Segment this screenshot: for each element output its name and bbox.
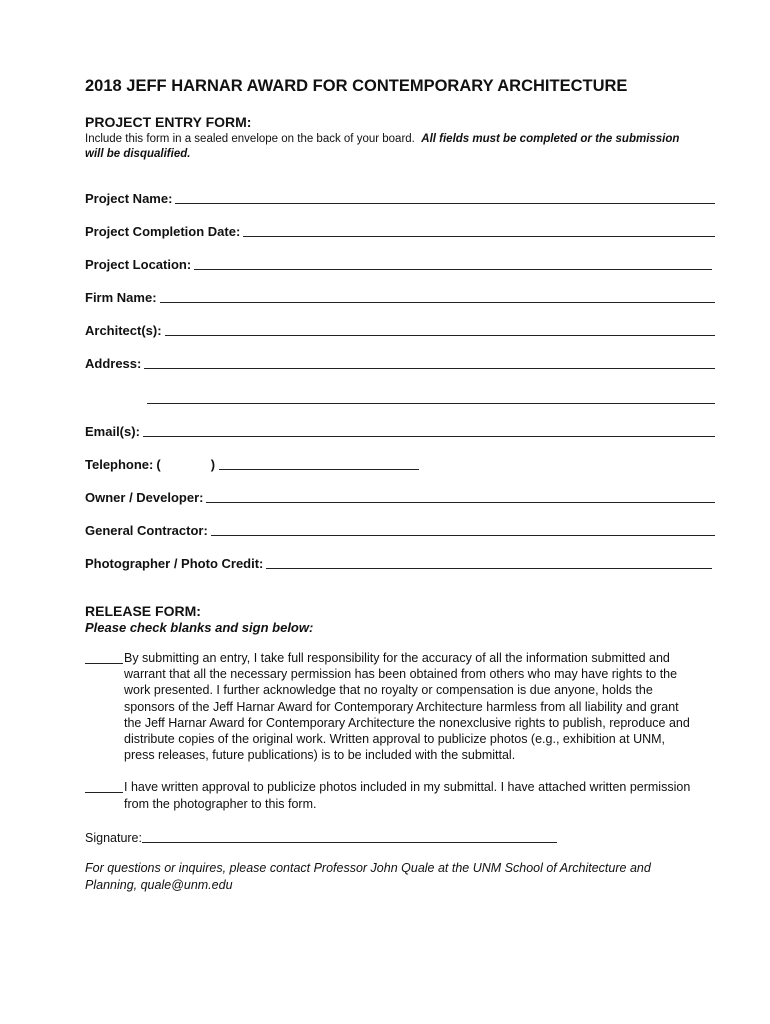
owner-label: Owner / Developer: xyxy=(85,490,204,505)
contractor-row xyxy=(85,521,715,538)
architects-label: Architect(s): xyxy=(85,323,162,338)
document-title: 2018 JEFF HARNAR AWARD FOR CONTEMPORARY ARCHITECTURE xyxy=(85,77,628,95)
photographer-field[interactable] xyxy=(266,554,712,569)
project-name-field[interactable] xyxy=(175,189,715,204)
address-row xyxy=(85,354,715,371)
responsibility-text: By submitting an entry, I take full responsibility for the accuracy of all the information submitted and warrant that all the necessary permission has been obtained from others who may have rights to the work presented. I further acknowledge that no royalty or compensation is due anyone, holds the sponsors of the Jeff Harnar Award for Contemporary Architecture harmless from all liability and grant the Jeff Harnar Award for Contemporary Architecture the nonexclusive rights to publish, reproduce and distribute copies of the original work. Written approval to publicize photos (e.g., exhibition at UNM, press releases, future publications) is to be included with the submittal. xyxy=(124,651,690,763)
project-name-row xyxy=(85,189,715,206)
address-label: Address: xyxy=(85,356,142,371)
telephone-label: Telephone: xyxy=(85,457,154,472)
entry-form-document xyxy=(85,76,715,894)
architects-field[interactable] xyxy=(165,321,715,336)
completion-date-field[interactable] xyxy=(243,222,715,237)
completion-date-row xyxy=(85,222,715,239)
project-name-label: Project Name: xyxy=(85,191,173,206)
entry-fields xyxy=(85,189,715,571)
photo-approval-check-blank[interactable] xyxy=(85,792,123,793)
completion-date-label: Project Completion Date: xyxy=(85,224,241,239)
entry-instructions xyxy=(85,132,685,162)
owner-field[interactable] xyxy=(206,488,715,503)
project-entry-heading: PROJECT ENTRY FORM: xyxy=(85,114,252,130)
release-item-photo-approval xyxy=(85,779,699,811)
responsibility-check-blank[interactable] xyxy=(85,663,123,664)
owner-row xyxy=(85,488,715,505)
signature-label: Signature: xyxy=(85,830,142,845)
telephone-row xyxy=(85,455,715,472)
release-instructions: Please check blanks and sign below: xyxy=(85,620,314,635)
firm-name-label: Firm Name: xyxy=(85,290,157,305)
telephone-open-paren: ( xyxy=(156,457,161,472)
instructions-text: Include this form in a sealed envelope on the back of your board. xyxy=(85,133,415,145)
release-form-heading: RELEASE FORM: xyxy=(85,603,201,619)
location-row xyxy=(85,255,715,272)
signature-field[interactable] xyxy=(142,828,557,843)
telephone-field[interactable] xyxy=(219,455,419,470)
telephone-close-paren: ) xyxy=(210,457,216,472)
disqualification-warning: All fields must be completed or the submission will be disqualified. xyxy=(85,133,680,160)
firm-name-field[interactable] xyxy=(160,288,715,303)
signature-row xyxy=(85,828,715,845)
address-field[interactable] xyxy=(144,354,715,369)
firm-name-row xyxy=(85,288,715,305)
architects-row xyxy=(85,321,715,338)
emails-label: Email(s): xyxy=(85,424,140,439)
location-label: Project Location: xyxy=(85,257,192,272)
photo-approval-text: I have written approval to publicize photos included in my submittal. I have attached written permission from the photographer to this form. xyxy=(124,780,691,811)
location-field[interactable] xyxy=(194,255,712,270)
contractor-label: General Contractor: xyxy=(85,523,208,538)
contact-note: For questions or inquires, please contact Professor John Quale at the UNM School of Architecture and Planning, quale@unm.edu xyxy=(85,860,651,892)
photographer-row xyxy=(85,554,715,571)
emails-row xyxy=(85,422,715,439)
release-item-responsibility xyxy=(85,650,699,763)
address-line-2-row xyxy=(85,389,715,406)
photographer-label: Photographer / Photo Credit: xyxy=(85,556,264,571)
contractor-field[interactable] xyxy=(211,521,715,536)
emails-field[interactable] xyxy=(143,422,715,437)
address-line-2-field[interactable] xyxy=(147,389,715,404)
